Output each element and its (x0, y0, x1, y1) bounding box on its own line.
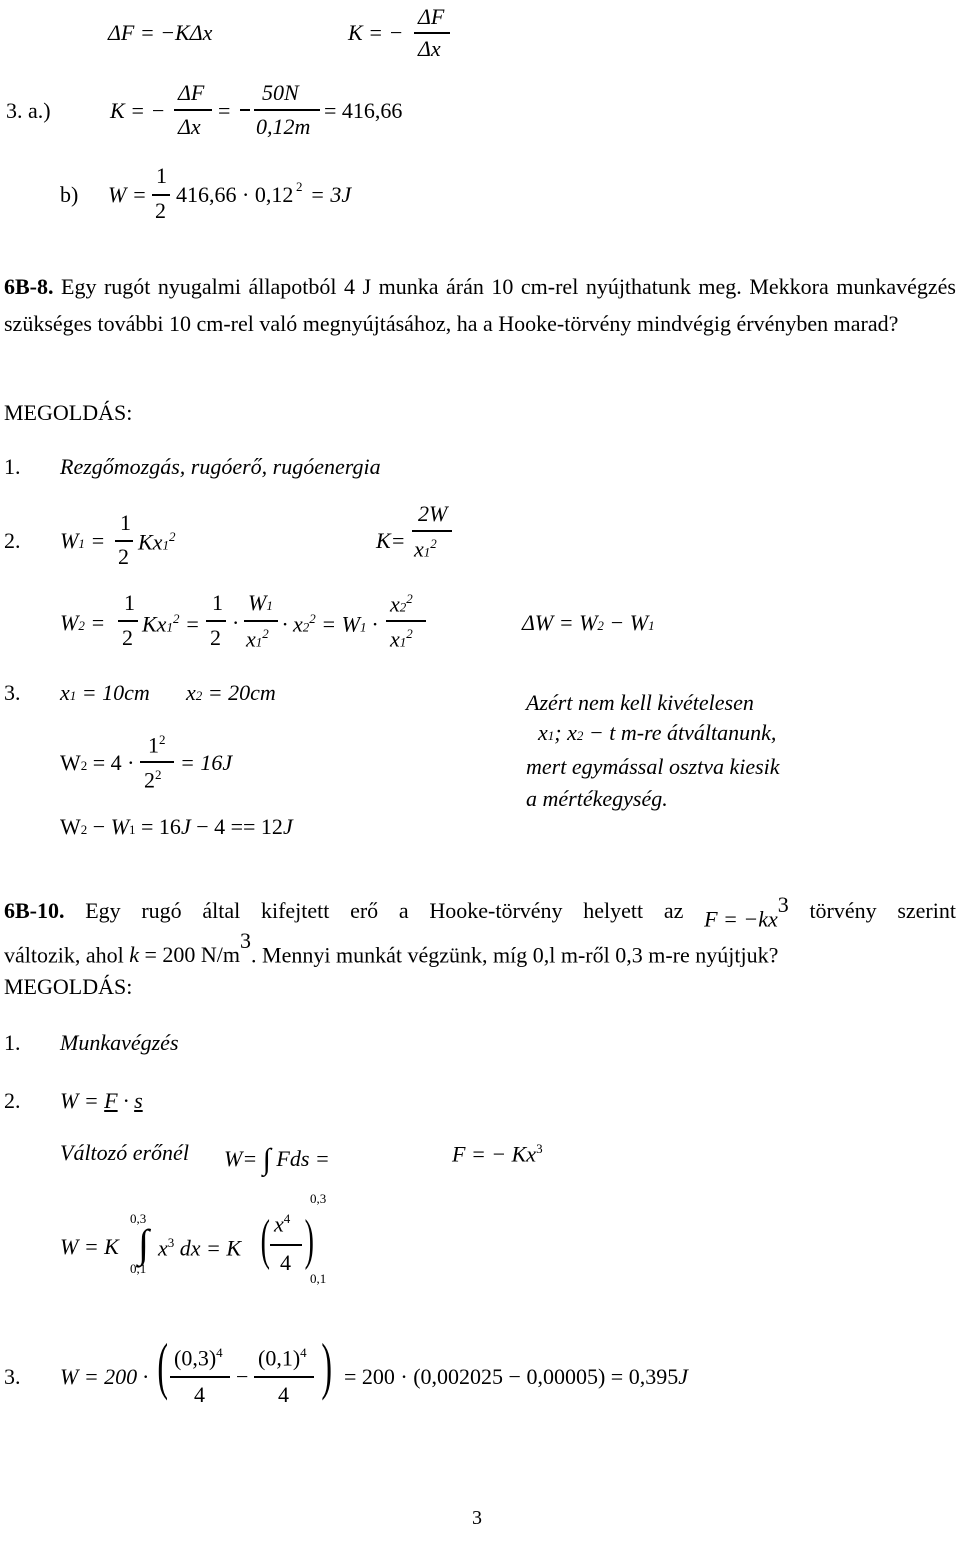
fraction-line (174, 109, 212, 111)
fraction-line (244, 620, 278, 622)
eq-delta-w: ΔW = W2 − W1 (522, 610, 655, 635)
item3-a-lhs: K = − (110, 98, 166, 123)
eval-upper: 0,3 (310, 1191, 327, 1206)
item3-b-rest: 416,66 · 0,12 (176, 182, 294, 207)
eq-step3-lhs: W = 200 · (60, 1364, 149, 1389)
paren-left: ( (157, 1330, 168, 1401)
formula-hooke: ΔF = −KΔx (108, 20, 213, 45)
eq-integral-mid: $x^3$ dx = K (158, 1235, 242, 1261)
eq-frac: $(0,1)^4$ (258, 1345, 307, 1371)
eq-frac: 4 (194, 1382, 205, 1407)
eq-x1: x1 = 10cm (60, 680, 150, 705)
paren-right: ) (304, 1209, 314, 1271)
problem-6b10-line2: változik, ahol k = 200 $N/m^3$. Mennyi munkát végzünk, míg 0,l m-ről 0,3 m-re nyújtjuk? (4, 928, 779, 968)
eq-frac: $2^2$ (144, 767, 162, 793)
eq-frac: $x1^2$ (414, 536, 437, 562)
eq-minus: − (236, 1364, 249, 1389)
eq-frac: 2 (122, 625, 133, 650)
paren-right: ) (321, 1330, 332, 1401)
eq-frac: W1 (248, 590, 273, 615)
fraction-line (118, 620, 138, 622)
formula-k-lhs: K = − (348, 20, 404, 45)
eq-frac: 4 (280, 1250, 291, 1275)
fraction-line (270, 1244, 302, 1246)
fraction-line (115, 540, 133, 542)
eq-frac: $x^4$ (274, 1211, 291, 1237)
step-number: 1. (4, 454, 21, 479)
fraction-line (140, 761, 174, 763)
eq-frac: $x1^2$ (246, 626, 269, 652)
item3-b-lhs: W = (108, 182, 147, 207)
item3-b-label: b) (60, 182, 79, 207)
eval-lower: 0,1 (310, 1271, 327, 1286)
force-law: F = − $Kx^3$ (452, 1141, 543, 1167)
fraction-line (206, 620, 226, 622)
step-number: 3. (4, 680, 21, 705)
integral-sign: ∫ (138, 1221, 149, 1266)
fraction-line (386, 620, 426, 622)
fraction-line (414, 32, 450, 34)
inline-formula: $F = -kx^3$ (704, 892, 789, 932)
eq-w2: W2 = (60, 610, 106, 635)
eq-work: W = F · s (60, 1088, 143, 1113)
eq-w2-mid: $Kx1^2$ = (142, 611, 200, 637)
eq-w1: W1 = (60, 528, 106, 553)
fraction-line (254, 1376, 314, 1378)
var-force-eq: W= ∫ Fds = (224, 1143, 330, 1176)
item3-a-eq: = (218, 98, 231, 123)
item3-b-num: 1 (156, 163, 167, 188)
eq-frac: 2W (418, 501, 448, 526)
eq-w2-value: W2 = 4 · (60, 750, 135, 775)
item3-b-result: = 3J (310, 182, 352, 207)
eq-frac: $(0,3)^4$ (174, 1345, 223, 1371)
eq-frac: $x1^2$ (390, 626, 413, 652)
eq-k: K= (376, 528, 406, 553)
fraction-line (254, 109, 320, 111)
eq-step3-rhs: = 200 · (0,002025 − 0,00005) = 0,395J (344, 1364, 688, 1389)
eq-frac: 2 (210, 625, 221, 650)
eq-w2-mid2: · $x2^2 = W1$ · (282, 611, 378, 637)
note-line: mert egymással osztva kiesik (526, 754, 780, 779)
eq-frac: $1^2$ (148, 732, 166, 758)
item3-a-label: 3. a.) (6, 98, 51, 123)
eq-integral-lhs: W = K (60, 1234, 119, 1259)
var-force-text: Változó erőnél (60, 1140, 189, 1165)
note-line: Azért nem kell kivételesen (526, 690, 754, 715)
eq-frac: 2 (118, 544, 129, 569)
page-number: 3 (472, 1507, 482, 1529)
problem-6b8-text (4, 268, 956, 342)
step-number: 3. (4, 1364, 21, 1389)
problem-label: 6B-8. (4, 274, 54, 299)
item3-a-den: Δx (178, 114, 201, 139)
integral-upper: 0,3 (130, 1211, 147, 1226)
eq-frac: $x2^2$ (390, 591, 413, 617)
problem-6b10-line1: 6B-10. Egy rugó által kifejtett erő a Hooke-törvény helyett az $F = -kx^3$ törvény szerint (4, 892, 956, 937)
eq-frac: 4 (278, 1382, 289, 1407)
step-number: 2. (4, 528, 21, 553)
eq-dot: · (232, 610, 240, 635)
fraction-line (170, 1376, 230, 1378)
item3-a-den2: 0,12m (256, 114, 311, 139)
eq-frac: 1 (124, 590, 135, 615)
solution-heading: MEGOLDÁS: (4, 400, 133, 425)
problem-body: Egy rugót nyugalmi állapotból 4 J munka árán 10 cm-rel nyújthatunk meg. Mekkora munkavégzés szükséges további 10 cm-rel való megnyújtásához, ha a Hooke-törvény mindvégig érvényben marad? (4, 274, 956, 336)
fraction-line (152, 194, 170, 196)
item3-a-result: = 416,66 (324, 98, 403, 123)
item3-a-num2: 50N (262, 80, 299, 105)
eq-w2-result: = 16J (180, 750, 233, 775)
item3-b-den: 2 (155, 198, 166, 223)
formula-k-num: ΔF (418, 4, 445, 29)
problem-body: Egy (85, 898, 121, 923)
note-line: x1; x2 − t m-re átváltanunk, (538, 720, 777, 745)
eq-w1-rhs: $Kx1^2$ (138, 529, 176, 555)
eq-frac: 1 (212, 590, 223, 615)
step-text: Rezgőmozgás, rugóerő, rugóenergia (60, 454, 381, 479)
step-number: 2. (4, 1088, 21, 1113)
solution-heading: MEGOLDÁS: (4, 974, 133, 999)
integral-lower: 0,1 (130, 1261, 147, 1276)
item3-b-exp: 2 (296, 179, 303, 194)
formula-k-den: Δx (418, 36, 441, 61)
problem-label: 6B-10. (4, 898, 65, 923)
note-line: a mértékegység. (526, 786, 668, 811)
eq-frac: 1 (120, 510, 131, 535)
fraction-line (412, 530, 452, 532)
fraction-line (240, 109, 250, 111)
eq-x2: x2 = 20cm (186, 680, 276, 705)
eq-difference: W2 − W1 = 16J − 4 == 12J (60, 814, 293, 839)
step-text: Munkavégzés (60, 1030, 179, 1055)
item3-a-num: ΔF (178, 80, 205, 105)
paren-left: ( (260, 1209, 270, 1271)
step-number: 1. (4, 1030, 21, 1055)
